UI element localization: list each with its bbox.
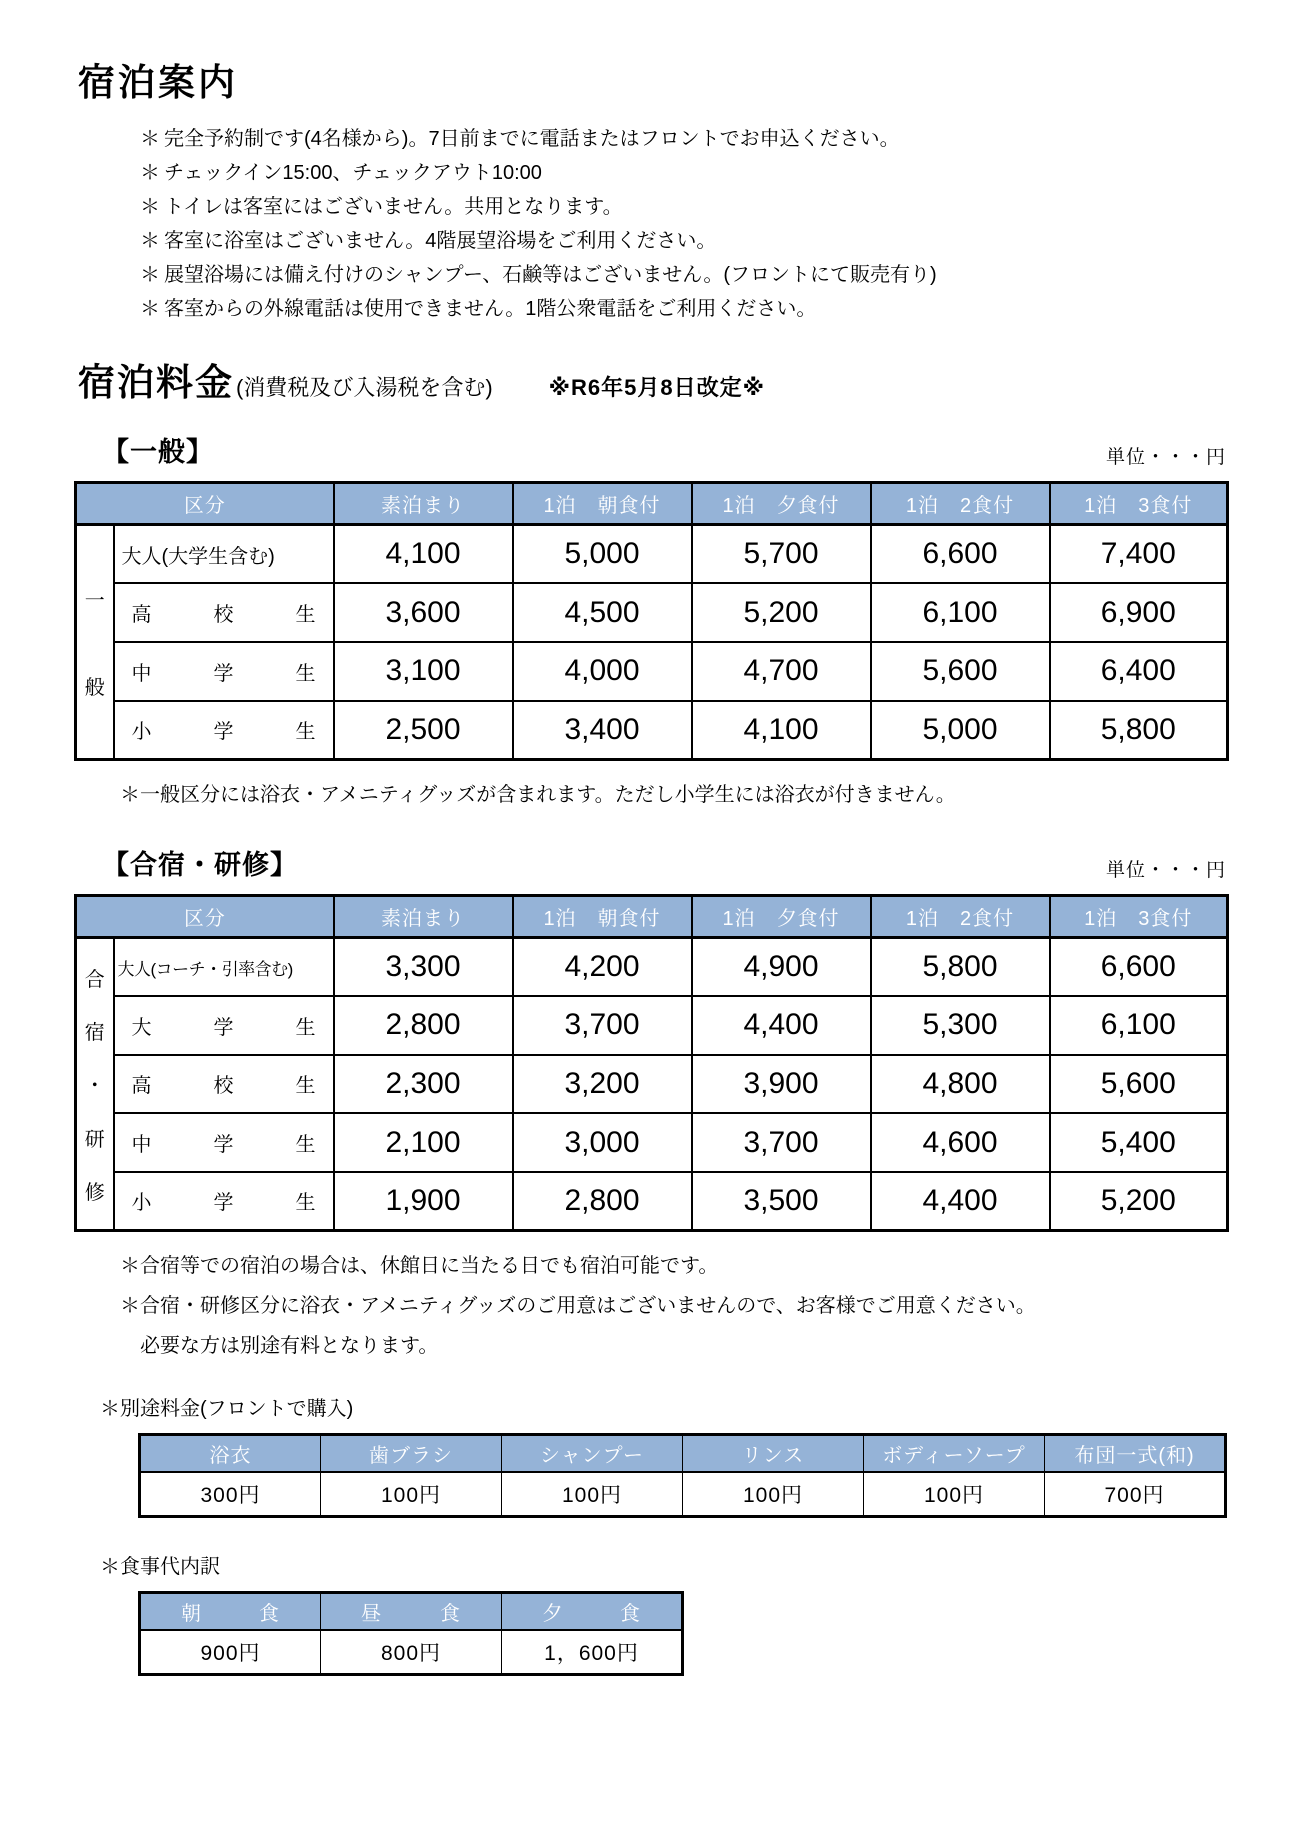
camp-footnote: ＊合宿等での宿泊の場合は、休館日に当たる日でも宿泊可能です。: [120, 1255, 719, 1277]
extras-col-toothbrush: 歯ブラシ: [321, 1435, 502, 1472]
intro-note-text: 客室に浴室はございません。4階展望浴場をご利用ください。: [164, 230, 717, 252]
camp-footnotes: [120, 1246, 1226, 1366]
camp-rate-table: [74, 894, 1229, 1232]
price-value: 6,600: [871, 525, 1050, 584]
col-header-dinner: 1泊 夕食付: [692, 483, 871, 525]
extras-col-futon: 布団一式(和): [1045, 1435, 1226, 1472]
price-value: 2,500: [334, 701, 513, 760]
price-value: 2,100: [334, 1113, 513, 1172]
extras-col-rinse: リンス: [683, 1435, 864, 1472]
price-value: 2,800: [513, 1172, 692, 1231]
asterisk-bullet: ＊: [140, 230, 160, 252]
table-header-row: [76, 896, 1228, 938]
pricing-subtitle: (消費税及び入湯税を含む): [236, 375, 493, 400]
table-header-row: [76, 483, 1228, 525]
price-value: 4,200: [513, 938, 692, 997]
group-char: 修: [84, 1181, 105, 1204]
extras-col-yukata: 浴衣: [140, 1435, 321, 1472]
group-label-cell: [76, 938, 114, 1231]
meals-col-breakfast: 朝 食: [140, 1593, 321, 1630]
intro-note: [140, 190, 1228, 224]
row-label: 大 学 生: [114, 996, 334, 1055]
intro-note-text: 完全予約制です(4名様から)。7日前までに電話またはフロントでお申込ください。: [164, 128, 900, 150]
group-char: ・: [84, 1075, 105, 1098]
row-label: 中 学 生: [114, 1113, 334, 1172]
group-label-cell: [76, 525, 114, 760]
intro-note: [140, 292, 1228, 326]
price-value: 4,800: [871, 1055, 1050, 1114]
extras-title: ＊別途料金(フロントで購入): [100, 1398, 354, 1420]
vertical-group-label: [77, 939, 113, 1229]
row-label: 大人(大学生含む): [114, 525, 334, 584]
price-value: 5,000: [871, 701, 1050, 760]
extras-price: 100円: [864, 1472, 1045, 1517]
row-label: 大人(コーチ・引率含む): [114, 938, 334, 997]
meals-col-lunch: 昼 食: [321, 1593, 502, 1630]
asterisk-bullet: ＊: [140, 196, 160, 218]
extras-col-bodysoap: ボディーソープ: [864, 1435, 1045, 1472]
price-value: 2,800: [334, 996, 513, 1055]
price-value: 4,100: [692, 701, 871, 760]
price-value: 3,200: [513, 1055, 692, 1114]
price-value: 4,000: [513, 642, 692, 701]
intro-note-text: 展望浴場には備え付けのシャンプー、石鹸等はございません。(フロントにて販売有り): [164, 264, 937, 286]
price-value: 4,700: [692, 642, 871, 701]
unit-label: 単位・・・円: [1105, 860, 1226, 881]
intro-note: [140, 224, 1228, 258]
vertical-group-label: [77, 526, 113, 758]
row-label: 高 校 生: [114, 1055, 334, 1114]
col-header-stay-only: 素泊まり: [334, 483, 513, 525]
price-value: 3,100: [334, 642, 513, 701]
camp-footnote: ＊合宿・研修区分に浴衣・アメニティグッズのご用意はございませんので、お客様でご用意ください。: [120, 1295, 1036, 1317]
price-value: 3,900: [692, 1055, 871, 1114]
general-section-head: [74, 430, 1226, 469]
price-value: 3,000: [513, 1113, 692, 1172]
price-value: 2,300: [334, 1055, 513, 1114]
price-value: 6,100: [1050, 996, 1228, 1055]
extras-price: 700円: [1045, 1472, 1226, 1517]
intro-note-text: チェックイン15:00、チェックアウト10:00: [164, 162, 542, 184]
intro-note-text: 客室からの外線電話は使用できません。1階公衆電話をご利用ください。: [164, 298, 817, 320]
price-value: 3,700: [692, 1113, 871, 1172]
col-header-three-meals: 1泊 3食付: [1050, 896, 1228, 938]
price-value: 3,500: [692, 1172, 871, 1231]
group-char: 宿: [84, 1022, 105, 1045]
col-header-two-meals: 1泊 2食付: [871, 896, 1050, 938]
price-value: 4,100: [334, 525, 513, 584]
pricing-heading: [78, 352, 1228, 406]
table-row: [76, 525, 1228, 584]
page-title: 宿泊案内: [78, 62, 238, 103]
table-row: [76, 583, 1228, 642]
table-header-row: [140, 1435, 1226, 1472]
price-value: 7,400: [1050, 525, 1228, 584]
table-row: [76, 1172, 1228, 1231]
col-header-stay-only: 素泊まり: [334, 896, 513, 938]
unit-label: 単位・・・円: [1105, 447, 1226, 468]
intro-note: [140, 122, 1228, 156]
price-value: 5,000: [513, 525, 692, 584]
asterisk-bullet: ＊: [140, 128, 160, 150]
price-value: 4,900: [692, 938, 871, 997]
table-row: [76, 642, 1228, 701]
table-row: [76, 1055, 1228, 1114]
price-value: 5,200: [692, 583, 871, 642]
extras-table: [138, 1433, 1227, 1518]
meal-price: 1，600円: [502, 1630, 683, 1675]
camp-section: [74, 843, 1226, 1366]
price-value: 4,600: [871, 1113, 1050, 1172]
col-header-category: 区分: [76, 896, 334, 938]
table-row: [76, 938, 1228, 997]
meal-price: 800円: [321, 1630, 502, 1675]
intro-notes: [140, 122, 1228, 326]
table-header-row: [140, 1593, 683, 1630]
meals-table: [138, 1591, 684, 1676]
price-value: 5,600: [1050, 1055, 1228, 1114]
price-value: 5,400: [1050, 1113, 1228, 1172]
pricing-title: 宿泊料金: [78, 362, 234, 403]
price-value: 5,600: [871, 642, 1050, 701]
price-value: 5,800: [1050, 701, 1228, 760]
camp-section-title: 【合宿・研修】: [102, 850, 298, 880]
table-row: [76, 996, 1228, 1055]
price-value: 5,800: [871, 938, 1050, 997]
group-char: 一: [84, 590, 105, 612]
table-row: [76, 701, 1228, 760]
group-char: 般: [84, 677, 105, 699]
col-header-breakfast: 1泊 朝食付: [513, 483, 692, 525]
price-value: 6,400: [1050, 642, 1228, 701]
price-value: 3,400: [513, 701, 692, 760]
group-char: 合: [84, 969, 105, 992]
group-char: 研: [84, 1128, 105, 1151]
price-value: 6,600: [1050, 938, 1228, 997]
asterisk-bullet: ＊: [140, 298, 160, 320]
price-value: 3,700: [513, 996, 692, 1055]
asterisk-bullet: ＊: [140, 162, 160, 184]
revision-note: ※R6年5月8日改定※: [548, 375, 766, 400]
intro-note-text: トイレは客室にはございません。共用となります。: [164, 196, 623, 218]
price-value: 4,500: [513, 583, 692, 642]
table-row: [140, 1630, 683, 1675]
intro-note: [140, 258, 1228, 292]
price-value: 5,200: [1050, 1172, 1228, 1231]
row-label: 中 学 生: [114, 642, 334, 701]
col-header-category: 区分: [76, 483, 334, 525]
meals-col-dinner: 夕 食: [502, 1593, 683, 1630]
col-header-three-meals: 1泊 3食付: [1050, 483, 1228, 525]
table-row: [76, 1113, 1228, 1172]
price-value: 1,900: [334, 1172, 513, 1231]
camp-section-head: [74, 843, 1226, 882]
col-header-dinner: 1泊 夕食付: [692, 896, 871, 938]
asterisk-bullet: ＊: [140, 264, 160, 286]
extras-col-shampoo: シャンプー: [502, 1435, 683, 1472]
camp-footnote: 必要な方は別途有料となります。: [120, 1335, 439, 1357]
extras-price: 100円: [683, 1472, 864, 1517]
meals-title: ＊食事代内訳: [100, 1556, 220, 1578]
general-rate-table: [74, 481, 1229, 761]
intro-note: [140, 156, 1228, 190]
general-section: [74, 430, 1226, 809]
meal-price: 900円: [140, 1630, 321, 1675]
col-header-breakfast: 1泊 朝食付: [513, 896, 692, 938]
price-value: 3,600: [334, 583, 513, 642]
table-row: [140, 1472, 1226, 1517]
general-section-title: 【一般】: [102, 437, 214, 467]
price-value: 6,900: [1050, 583, 1228, 642]
extras-price: 300円: [140, 1472, 321, 1517]
price-value: 3,300: [334, 938, 513, 997]
price-value: 5,300: [871, 996, 1050, 1055]
extras-price: 100円: [321, 1472, 502, 1517]
col-header-two-meals: 1泊 2食付: [871, 483, 1050, 525]
extras-price: 100円: [502, 1472, 683, 1517]
price-value: 5,700: [692, 525, 871, 584]
row-label: 高 校 生: [114, 583, 334, 642]
price-value: 4,400: [871, 1172, 1050, 1231]
price-value: 4,400: [692, 996, 871, 1055]
price-value: 6,100: [871, 583, 1050, 642]
row-label: 小 学 生: [114, 1172, 334, 1231]
row-label: 小 学 生: [114, 701, 334, 760]
general-footnote: ＊一般区分には浴衣・アメニティグッズが含まれます。ただし小学生には浴衣が付きません。: [120, 784, 956, 806]
